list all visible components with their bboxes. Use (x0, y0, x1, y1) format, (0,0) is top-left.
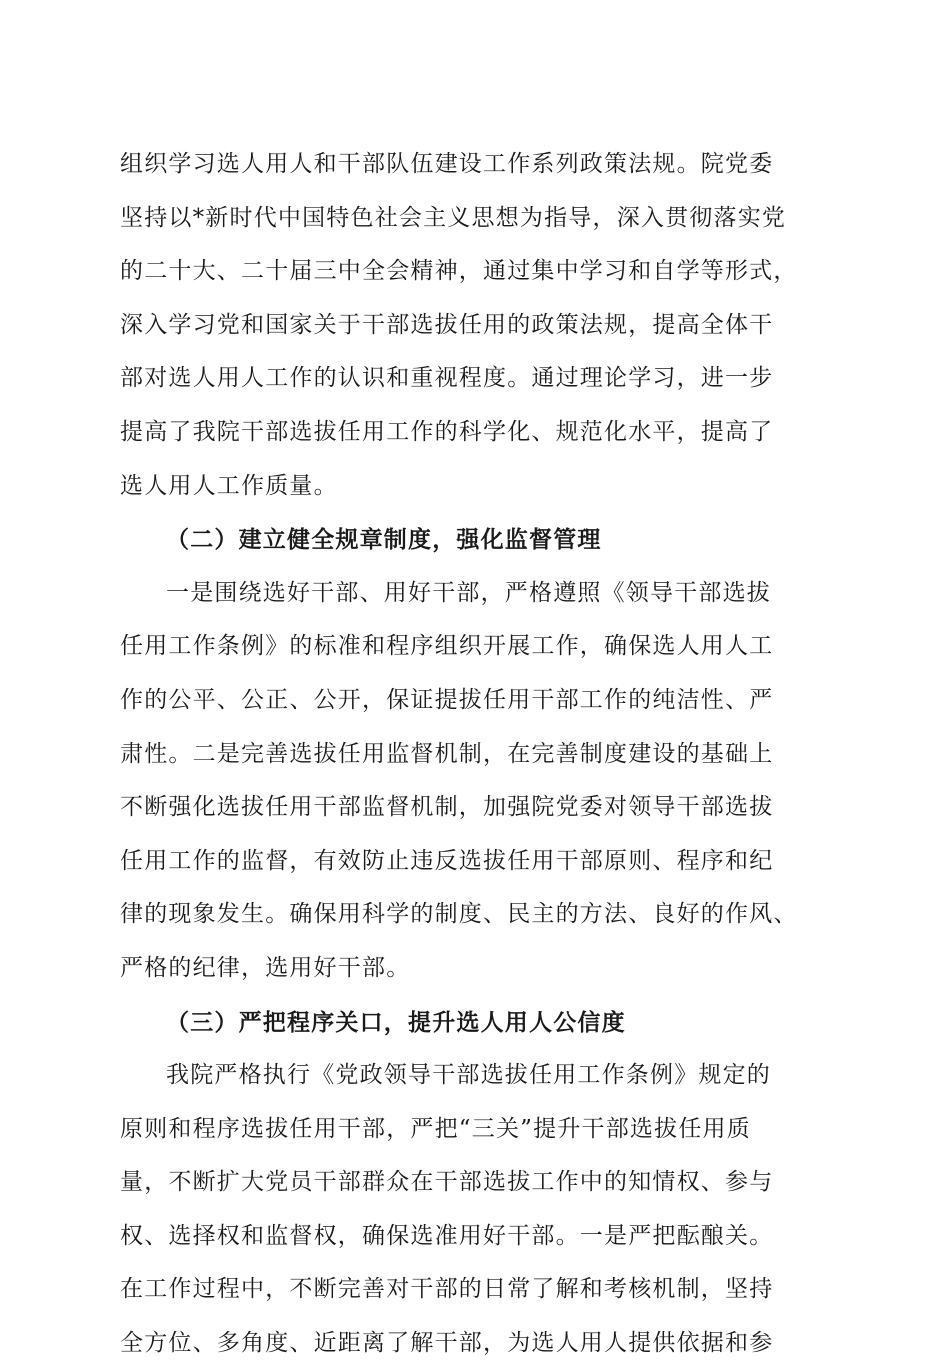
text-line: 任用工作的监督，有效防止违反选拔任用干部原则、程序和纪 (120, 847, 774, 874)
text-line: 权、选择权和监督权，确保选准用好干部。一是严把酝酿关。 (120, 1222, 774, 1249)
text-line: 在工作过程中，不断完善对干部的日常了解和考核机制，坚持 (120, 1276, 774, 1303)
text-line: 作的公平、公正、公开，保证提拔任用干部工作的纯洁性、严 (120, 686, 774, 713)
text-line: 严格的纪律，选用好干部。 (120, 954, 411, 981)
text-line: 量，不断扩大党员干部群众在干部选拔工作中的知情权、参与 (120, 1169, 774, 1196)
paragraph-start-line: 我院严格执行《党政领导干部选拔任用工作条例》规定的 (166, 1062, 771, 1089)
text-line: 的二十大、二十届三中全会精神，通过集中学习和自学等形式， (120, 258, 798, 285)
text-line: 原则和程序选拔任用干部，严把“三关”提升干部选拔任用质 (120, 1115, 751, 1142)
text-line: 部对选人用人工作的认识和重视程度。通过理论学习，进一步 (120, 365, 774, 392)
text-line: 组织学习选人用人和干部队伍建设工作系列政策法规。院党委 (120, 151, 774, 177)
text-line: 提高了我院干部选拔任用工作的科学化、规范化水平，提高了 (120, 418, 774, 445)
text-line: 选人用人工作质量。 (120, 472, 338, 499)
document-body (120, 138, 840, 1371)
paragraph-start-line: 一是围绕选好干部、用好干部，严格遵照《领导干部选拔 (166, 579, 771, 606)
text-line: 深入学习党和国家关于干部选拔任用的政策法规，提高全体干 (120, 311, 774, 338)
text-line: 不断强化选拔任用干部监督机制，加强院党委对领导干部选拔 (120, 794, 774, 821)
section-heading: （二）建立健全规章制度，强化监督管理 (166, 526, 602, 554)
text-line: 全方位、多角度、近距离了解干部，为选人用人提供依据和参 (120, 1330, 774, 1357)
text-line: 律的现象发生。确保用科学的制度、民主的方法、良好的作风、 (120, 901, 798, 928)
text-line: 肃性。二是完善选拔任用监督机制，在完善制度建设的基础上 (120, 740, 774, 767)
text-line: 坚持以*新时代中国特色社会主义思想为指导，深入贯彻落实党 (120, 204, 787, 231)
text-line: 任用工作条例》的标准和程序组织开展工作，确保选人用人工 (120, 633, 774, 660)
section-heading: （三）严把程序关口，提升选人用人公信度 (166, 1008, 626, 1036)
